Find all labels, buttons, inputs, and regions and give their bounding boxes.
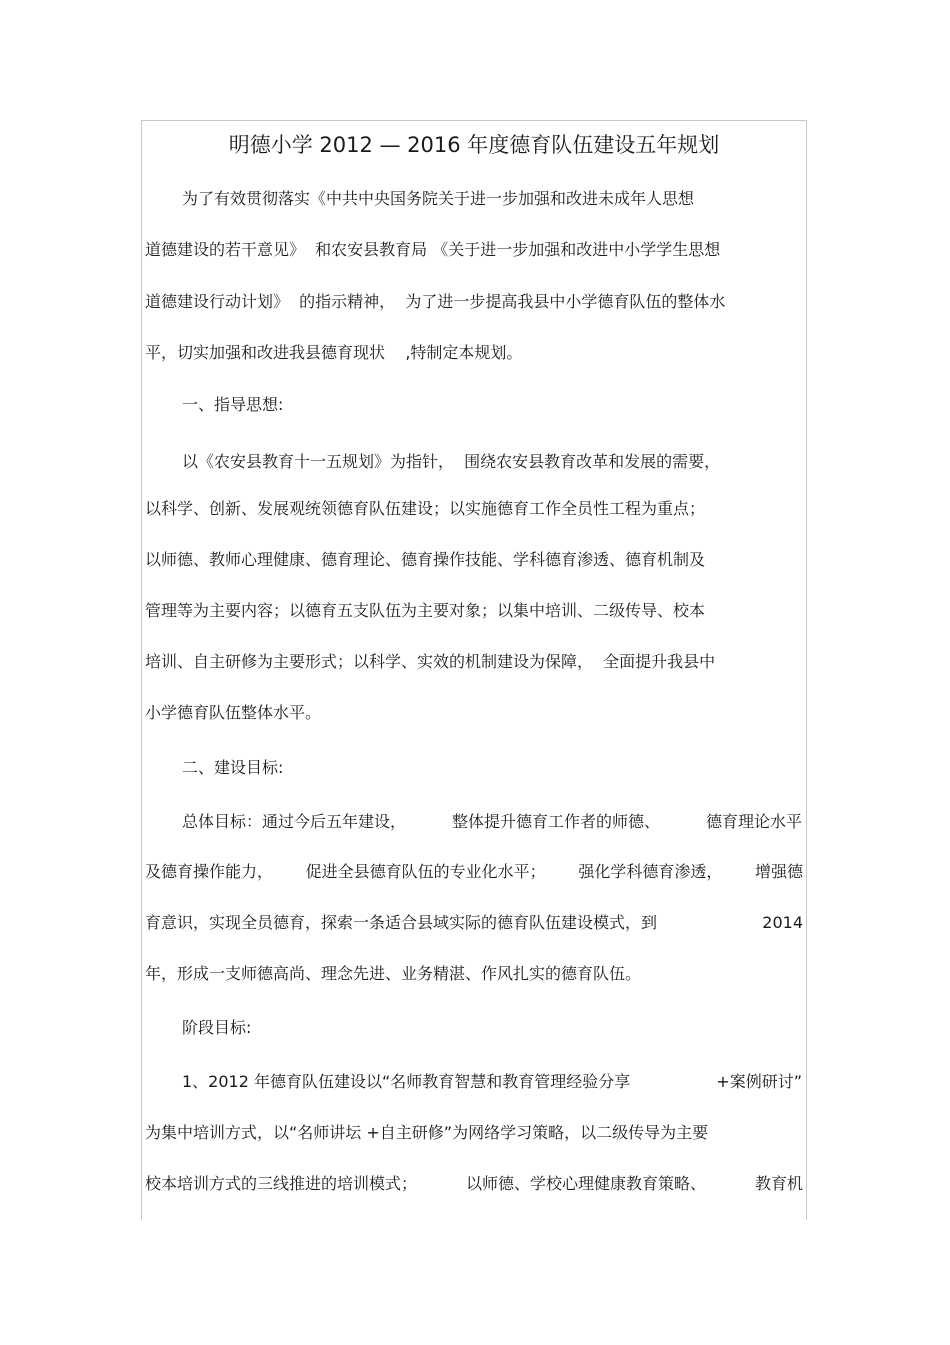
stage-line-3-part-3: 教育机 (754, 1174, 803, 1193)
section1-line-2: 以科学、创新、发展观统领德育队伍建设；以实施德育工作全员性工程为重点； (145, 499, 706, 518)
section1-line-3: 以师德、教师心理健康、德育理论、德育操作技能、学科德育渗透、德育机制及 (145, 550, 706, 569)
goal-line-3 (145, 911, 803, 935)
goal-line-2-part-1: 及德育操作能力， (145, 862, 274, 881)
stage-line-1-part-2: +案例研讨” (716, 1072, 802, 1091)
goal-line-1-part-3: 德育理论水平 (705, 812, 802, 831)
section1-heading: 一、指导思想: (182, 395, 284, 414)
section1-line-6: 小学德育队伍整体水平。 (145, 703, 322, 722)
stage-line-1 (182, 1070, 802, 1094)
document-title: 明德小学 2012 — 2016 年度德育队伍建设五年规划 (228, 133, 720, 157)
goal-line-4: 年，形成一支师德高尚、理念先进、业务精湛、作风扎实的德育队伍。 (145, 964, 642, 983)
goal-line-2-part-4: 增强德 (754, 862, 803, 881)
goal-line-2-part-3: 强化学科德育渗透， (578, 862, 723, 881)
goal-line-2-part-2: 促进全县德育队伍的专业化水平； (305, 862, 546, 881)
goal-line-1-part-2: 整体提升德育工作者的师德、 (451, 812, 660, 831)
section1-line-4: 管理等为主要内容；以德育五支队伍为主要对象；以集中培训、二级传导、校本 (145, 601, 706, 620)
stage-line-2: 为集中培训方式，以“名师讲坛 +自主研修”为网络学习策略，以二级传导为主要 (145, 1123, 709, 1142)
goal-line-1-part-1: 总体目标：通过今后五年建设， (182, 812, 407, 831)
goal-line-3-part-2: 2014 (762, 913, 803, 932)
stage-line-3-part-1: 校本培训方式的三线推进的培训模式； (145, 1174, 418, 1193)
stage-line-3 (145, 1172, 803, 1196)
section1-line-5: 培训、自主研修为主要形式；以科学、实效的机制建设为保障， 全面提升我县中 (145, 652, 716, 671)
section1-line-1: 以《农安县教育十一五规划》为指针， 围绕农安县教育改革和发展的需要， (182, 452, 721, 471)
stage-heading: 阶段目标: (182, 1018, 252, 1037)
intro-line-4: 平，切实加强和改进我县德育现状 ,特制定本规划。 (145, 343, 523, 362)
intro-line-3: 道德建设行动计划》 的指示精神， 为了进一步提高我县中小学德育队伍的整体水 (145, 292, 726, 311)
intro-line-1: 为了有效贯彻落实《中共中央国务院关于进一步加强和改进未成年人思想 (182, 189, 695, 208)
intro-line-2: 道德建设的若干意见》 和农安县教育局 《关于进一步加强和改进中小学学生思想 (145, 240, 721, 259)
goal-line-2 (145, 860, 803, 884)
section2-heading: 二、建设目标: (182, 758, 284, 777)
goal-line-3-part-1: 育意识，实现全员德育，探索一条适合县域实际的德育队伍建设模式，到 (145, 913, 658, 932)
stage-line-1-part-1: 1、2012 年德育队伍建设以“名师教育智慧和教育管理经验分享 (182, 1072, 631, 1091)
stage-line-3-part-2: 以师德、学校心理健康教育策略、 (465, 1174, 706, 1193)
goal-line-1 (182, 810, 802, 834)
